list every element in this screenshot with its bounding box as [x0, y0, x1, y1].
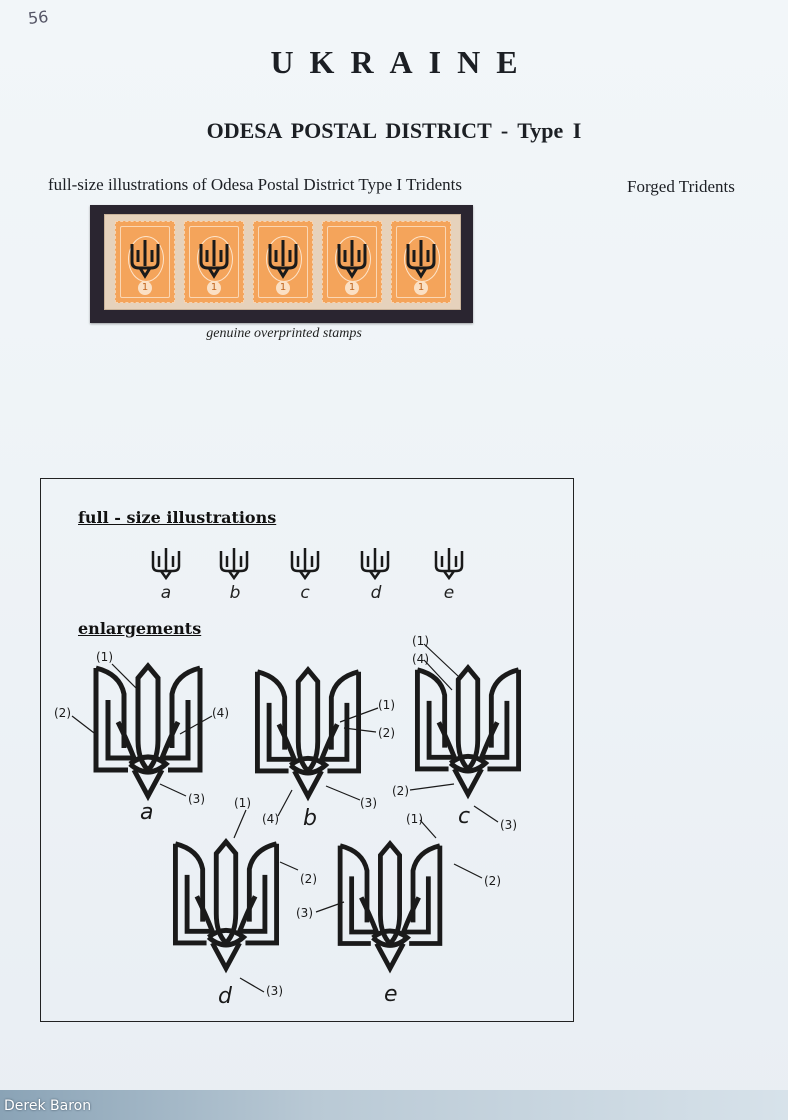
annotation-b-1: (1) [378, 698, 395, 712]
fullsize-heading: full - size illustrations [78, 508, 277, 527]
stamp-value: 1 [207, 281, 221, 295]
annotation-a-1: (1) [96, 650, 113, 664]
small-label-e: e [443, 583, 455, 603]
big-label-c: c [458, 804, 471, 829]
small-label-c: c [300, 583, 310, 603]
stamp-value: 1 [414, 281, 428, 295]
small-label-b: b [229, 583, 241, 603]
page-number: 56 [27, 6, 50, 29]
big-label-d: d [218, 984, 232, 1009]
small-label-a: a [160, 583, 172, 603]
annotation-b-4: (4) [262, 812, 279, 826]
big-label-b: b [303, 806, 317, 831]
annotation-a-2: (2) [54, 706, 71, 720]
annotation-b-2: (2) [378, 726, 395, 740]
annotation-b-3: (3) [360, 796, 377, 810]
annotation-d-1: (1) [234, 796, 251, 810]
annotation-c-4: (4) [412, 652, 429, 666]
stamp-value: 1 [138, 281, 152, 295]
stamp-value: 1 [345, 281, 359, 295]
big-label-e: e [384, 982, 398, 1007]
annotation-a-4: (4) [212, 706, 229, 720]
annotation-a-3: (3) [188, 792, 205, 806]
annotation-d-2: (2) [300, 872, 317, 886]
annotation-e-3: (3) [296, 906, 313, 920]
page-title: UKRAINE [270, 44, 534, 80]
annotation-e-1: (1) [406, 812, 423, 826]
small-label-d: d [370, 583, 382, 603]
annotation-c-3: (3) [500, 818, 517, 832]
page-subtitle: ODESA POSTAL DISTRICT - Type I [206, 118, 582, 143]
annotation-e-2: (2) [484, 874, 501, 888]
big-label-a: a [140, 800, 154, 825]
stamp-value: 1 [276, 281, 290, 295]
genuine-caption: genuine overprinted stamps [206, 326, 362, 341]
scan-edge [0, 1090, 788, 1120]
annotation-d-3: (3) [266, 984, 283, 998]
annotation-c-1: (1) [412, 634, 429, 648]
annotation-c-2: (2) [392, 784, 409, 798]
enlargements-heading: enlargements [78, 619, 202, 638]
photo-credit: Derek Baron [4, 1098, 92, 1114]
fullsize-caption: full-size illustrations of Odesa Postal District Type I Tridents [48, 175, 463, 194]
forged-caption: Forged Tridents [627, 177, 735, 196]
